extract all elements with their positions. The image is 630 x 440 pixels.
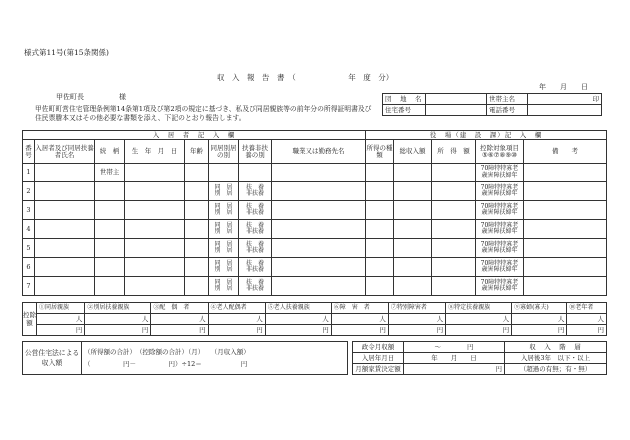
relation-cell[interactable] xyxy=(95,201,125,220)
deduction-table xyxy=(22,302,607,336)
total-income-cell[interactable] xyxy=(394,258,432,277)
deduction-line2: 歳害障扶婦年 xyxy=(481,266,518,273)
nyukyo-label: 入居年月日 xyxy=(353,353,404,364)
remarks-cell[interactable] xyxy=(524,258,607,277)
law-income-label: 公営住宅法による収入額 xyxy=(23,342,82,375)
header-age: 年齢 xyxy=(185,140,209,164)
row-no: 5 xyxy=(23,239,35,258)
header-remarks: 備 考 xyxy=(524,140,607,164)
deduction-line2: 歳害障扶婦年 xyxy=(481,190,518,197)
cohabit-cell[interactable] xyxy=(209,258,239,277)
deduction-header: ⑦特別障害者 xyxy=(388,303,445,314)
name-cell[interactable] xyxy=(35,239,95,258)
deduction-amount[interactable]: 円 xyxy=(85,325,151,336)
cohabit-cell[interactable] xyxy=(209,277,239,296)
deduction-items-label: 控除対象項目 xyxy=(480,143,519,152)
name-cell[interactable] xyxy=(35,277,95,296)
deduction-header: ⑥障 害 者 xyxy=(331,303,388,314)
deduction-count[interactable]: 人 xyxy=(512,314,567,325)
name-cell[interactable] xyxy=(35,201,95,220)
table-row xyxy=(23,277,607,296)
age-cell[interactable] xyxy=(185,239,209,258)
row-no: 3 xyxy=(23,201,35,220)
name-cell[interactable] xyxy=(35,164,95,182)
dependent-option: 扶 養 xyxy=(245,259,264,267)
header-total-income: 総収入額 xyxy=(394,140,432,164)
deduction-label: 控除額 xyxy=(23,303,37,336)
nondependent-option: 非扶養 xyxy=(245,190,264,197)
income-calc-box xyxy=(22,341,348,375)
deduction-count[interactable]: 人 xyxy=(331,314,388,325)
employer-cell[interactable] xyxy=(272,164,366,182)
table-row xyxy=(23,164,607,182)
nondependent-option: 非扶養 xyxy=(245,209,264,216)
income-type-cell[interactable] xyxy=(366,277,394,296)
name-cell[interactable] xyxy=(35,182,95,201)
income-amount-cell[interactable] xyxy=(432,201,476,220)
deduction-header: ①同居親族 xyxy=(37,303,85,314)
deduction-count[interactable]: 人 xyxy=(567,314,607,325)
formula-header: （所得額の合計） （控除額の合計）（月） （月収入額） xyxy=(84,348,250,356)
separate-option: 別 居 xyxy=(214,209,233,216)
table-row xyxy=(23,201,607,220)
applicant-box xyxy=(382,93,602,116)
deduction-header: ②別居扶養親族 xyxy=(85,303,151,314)
deduction-amount[interactable]: 円 xyxy=(208,325,265,336)
remarks-cell[interactable] xyxy=(524,239,607,258)
room-label: 住宅番号 xyxy=(383,105,426,116)
room-field[interactable] xyxy=(426,105,487,116)
deduction-line1: 70障特特寡老 xyxy=(480,278,519,286)
danchi-field[interactable] xyxy=(426,94,487,105)
birth-cell[interactable] xyxy=(125,258,185,277)
form-title: 収 入 報 告 書 （ 年 度 分） xyxy=(217,73,394,82)
birth-cell[interactable] xyxy=(125,239,185,258)
row-no: 1 xyxy=(23,164,35,182)
total-income-cell[interactable] xyxy=(394,239,432,258)
phone-label: 電話番号 xyxy=(487,105,528,116)
income-amount-cell[interactable] xyxy=(432,277,476,296)
deduction-count[interactable]: 人 xyxy=(85,314,151,325)
row-no: 6 xyxy=(23,258,35,277)
remarks-cell[interactable] xyxy=(524,182,607,201)
birth-cell[interactable] xyxy=(125,201,185,220)
total-income-cell[interactable] xyxy=(394,164,432,182)
income-amount-cell[interactable] xyxy=(432,258,476,277)
deduction-amount[interactable]: 円 xyxy=(446,325,512,336)
header-income-type: 所得の種類 xyxy=(366,140,394,164)
employer-cell[interactable] xyxy=(272,258,366,277)
header-income-amount: 所 得 額 xyxy=(432,140,476,164)
remarks-cell[interactable] xyxy=(524,164,607,182)
deduction-amount[interactable]: 円 xyxy=(151,325,208,336)
form-number: 様式第11号(第15条関係) xyxy=(24,48,109,57)
deduction-header: ⑤老人扶養親族 xyxy=(265,303,331,314)
income-formula[interactable] xyxy=(82,342,348,375)
seal-mark: 印 xyxy=(592,94,599,103)
nondependent-option: 非扶養 xyxy=(245,247,264,254)
deduction-line1: 70障特特寡老 xyxy=(480,221,519,229)
householder-field[interactable] xyxy=(528,94,602,105)
income-type-cell[interactable] xyxy=(366,239,394,258)
deduction-line1: 70障特特寡老 xyxy=(480,202,519,210)
row-no: 2 xyxy=(23,182,35,201)
total-income-cell[interactable] xyxy=(394,201,432,220)
kaisou-label: 収 入 階 層 xyxy=(505,342,607,353)
formula-values: （ 円－ 円）÷12＝ 円 xyxy=(84,360,248,368)
excess-label[interactable]: （超過の有無；有・無） xyxy=(505,364,607,375)
separate-option: 別 居 xyxy=(214,228,233,235)
deduction-line1: 70障特特寡老 xyxy=(480,240,519,248)
age-cell[interactable] xyxy=(185,164,209,182)
section-resident: 入 居 者 記 入 欄 xyxy=(23,131,366,140)
deduction-count[interactable]: 人 xyxy=(151,314,208,325)
birth-cell[interactable] xyxy=(125,164,185,182)
birth-cell[interactable] xyxy=(125,182,185,201)
dependent-option: 扶 養 xyxy=(245,221,264,229)
deduction-items-circles: ⑤⑥⑦⑧⑨⑩ xyxy=(482,150,517,159)
cohabit-cell[interactable] xyxy=(209,182,239,201)
deduction-line2: 歳害障扶婦年 xyxy=(481,228,518,235)
deduction-amount[interactable]: 円 xyxy=(37,325,85,336)
dependent-cell[interactable] xyxy=(239,220,272,239)
deduction-count[interactable]: 人 xyxy=(265,314,331,325)
row-no: 7 xyxy=(23,277,35,296)
yachin-label: 月額家賃決定額 xyxy=(353,364,404,375)
addressee: 甲佐町長 様 xyxy=(56,93,126,101)
relation-cell[interactable] xyxy=(95,277,125,296)
income-amount-cell[interactable] xyxy=(432,164,476,182)
header-cohabit: 同居別居の別 xyxy=(209,140,239,164)
relation-cell[interactable] xyxy=(95,182,125,201)
section-office: 役 場（建 設 課）記 入 欄 xyxy=(366,131,607,140)
income-type-cell[interactable] xyxy=(366,182,394,201)
cohabit-option: 同 居 xyxy=(214,240,233,248)
deduction-header: ⑩老年者 xyxy=(567,303,607,314)
age-cell[interactable] xyxy=(185,220,209,239)
deduction-cell xyxy=(476,277,524,296)
deduction-header: ⑧特定扶養親族 xyxy=(446,303,512,314)
income-amount-cell[interactable] xyxy=(432,220,476,239)
employer-cell[interactable] xyxy=(272,220,366,239)
age-cell[interactable] xyxy=(185,182,209,201)
dependent-cell[interactable] xyxy=(239,201,272,220)
date-line: 年 月 日 xyxy=(539,83,588,91)
cohabit-option: 同 居 xyxy=(214,183,233,191)
header-no: 番号 xyxy=(23,140,35,164)
deduction-cell xyxy=(476,201,524,220)
employer-cell[interactable] xyxy=(272,182,366,201)
name-cell[interactable] xyxy=(35,258,95,277)
deduction-line1: 70障特特寡老 xyxy=(480,259,519,267)
deduction-amount[interactable]: 円 xyxy=(512,325,567,336)
deduction-line2: 歳害障扶婦年 xyxy=(481,247,518,254)
remarks-cell[interactable] xyxy=(524,277,607,296)
dependent-option: 扶 養 xyxy=(245,202,264,210)
cohabit-option: 同 居 xyxy=(214,221,233,229)
deduction-cell xyxy=(476,164,524,182)
deduction-cell xyxy=(476,220,524,239)
yachin-value[interactable]: 円 xyxy=(404,364,505,375)
table-row xyxy=(23,182,607,201)
age-cell[interactable] xyxy=(185,201,209,220)
deduction-amount[interactable]: 円 xyxy=(265,325,331,336)
dependent-cell[interactable] xyxy=(239,277,272,296)
table-row xyxy=(23,239,607,258)
nondependent-option: 非扶養 xyxy=(245,285,264,292)
employer-cell[interactable] xyxy=(272,201,366,220)
dependent-option: 扶 養 xyxy=(245,183,264,191)
deduction-line1: 70障特特寡老 xyxy=(480,165,519,173)
householder-label: 世帯主名 xyxy=(487,94,528,105)
total-income-cell[interactable] xyxy=(394,220,432,239)
deduction-count[interactable]: 人 xyxy=(208,314,265,325)
header-name: 入居者及び同居扶養者氏名 xyxy=(35,140,95,164)
nyukyo-value[interactable]: 年 月 日 xyxy=(404,353,505,364)
deduction-header: ③配 偶 者 xyxy=(151,303,208,314)
cohabit-option: 同 居 xyxy=(214,202,233,210)
name-cell[interactable] xyxy=(35,220,95,239)
deduction-header: ⑨寡婦(寡夫) xyxy=(512,303,567,314)
total-income-cell[interactable] xyxy=(394,277,432,296)
age-cell[interactable] xyxy=(185,277,209,296)
deduction-count[interactable]: 人 xyxy=(446,314,512,325)
danchi-label: 団 地 名 xyxy=(383,94,426,105)
birth-cell[interactable] xyxy=(125,220,185,239)
cohabit-cell xyxy=(209,164,239,182)
total-income-cell[interactable] xyxy=(394,182,432,201)
header-birth: 生 年 月 日 xyxy=(125,140,185,164)
employer-cell[interactable] xyxy=(272,239,366,258)
cohabit-cell[interactable] xyxy=(209,220,239,239)
deduction-cell xyxy=(476,258,524,277)
income-type-cell[interactable] xyxy=(366,201,394,220)
nondependent-option: 非扶養 xyxy=(245,228,264,235)
header-deduction-items xyxy=(476,140,524,164)
deduction-count[interactable]: 人 xyxy=(388,314,445,325)
deduction-line2: 歳害障扶婦年 xyxy=(481,285,518,292)
remarks-cell[interactable] xyxy=(524,220,607,239)
deduction-amount[interactable]: 円 xyxy=(388,325,445,336)
remarks-cell[interactable] xyxy=(524,201,607,220)
header-dependent: 扶養非扶養の別 xyxy=(239,140,272,164)
seirei-label: 政令月収額 xyxy=(353,342,404,353)
deduction-count[interactable]: 人 xyxy=(37,314,85,325)
separate-option: 別 居 xyxy=(214,247,233,254)
dependent-cell[interactable] xyxy=(239,182,272,201)
income-type-cell[interactable] xyxy=(366,164,394,182)
deduction-cell xyxy=(476,182,524,201)
income-amount-cell[interactable] xyxy=(432,239,476,258)
phone-field[interactable] xyxy=(528,105,602,116)
separate-option: 別 居 xyxy=(214,266,233,273)
income-amount-cell[interactable] xyxy=(432,182,476,201)
deduction-amount[interactable]: 円 xyxy=(567,325,607,336)
deduction-cell xyxy=(476,239,524,258)
separate-option: 別 居 xyxy=(214,190,233,197)
income-type-cell[interactable] xyxy=(366,258,394,277)
main-table xyxy=(22,130,607,296)
deduction-line1: 70障特特寡老 xyxy=(480,183,519,191)
dependent-cell xyxy=(239,164,272,182)
row-no: 4 xyxy=(23,220,35,239)
cohabit-cell[interactable] xyxy=(209,201,239,220)
age-cell[interactable] xyxy=(185,258,209,277)
table-row xyxy=(23,220,607,239)
relation-cell: 世帯主 xyxy=(95,164,125,182)
seirei-value[interactable]: 〜 円 xyxy=(404,342,505,353)
deduction-line2: 歳害障扶婦年 xyxy=(481,209,518,216)
after3-label[interactable]: 入居後3年 以下・以上 xyxy=(505,353,607,364)
income-type-cell[interactable] xyxy=(366,220,394,239)
cohabit-option: 同 居 xyxy=(214,278,233,286)
nondependent-option: 非扶養 xyxy=(245,266,264,273)
cohabit-option: 同 居 xyxy=(214,259,233,267)
birth-cell[interactable] xyxy=(125,277,185,296)
deduction-header: ④老人配偶者 xyxy=(208,303,265,314)
cohabit-cell[interactable] xyxy=(209,239,239,258)
table-row xyxy=(23,258,607,277)
dependent-cell[interactable] xyxy=(239,258,272,277)
dependent-option: 扶 養 xyxy=(245,240,264,248)
dependent-option: 扶 養 xyxy=(245,278,264,286)
deduction-amount[interactable]: 円 xyxy=(331,325,388,336)
header-relation: 続 柄 xyxy=(95,140,125,164)
intro-text: 甲佐町町営住宅管理条例第14条第1項及び第2項の規定に基づき、私及び同居親族等の前年分の所得証明書及び住民票謄本又はその他必要な書類を添え、下記のとおり報告します。 xyxy=(35,105,372,122)
relation-cell[interactable] xyxy=(95,220,125,239)
dependent-cell[interactable] xyxy=(239,239,272,258)
relation-cell[interactable] xyxy=(95,239,125,258)
separate-option: 別 居 xyxy=(214,285,233,292)
rent-box xyxy=(352,341,607,375)
employer-cell[interactable] xyxy=(272,277,366,296)
relation-cell[interactable] xyxy=(95,258,125,277)
header-employer: 職業又は勤務先名 xyxy=(272,140,366,164)
deduction-line2: 歳害障扶婦年 xyxy=(481,171,518,179)
